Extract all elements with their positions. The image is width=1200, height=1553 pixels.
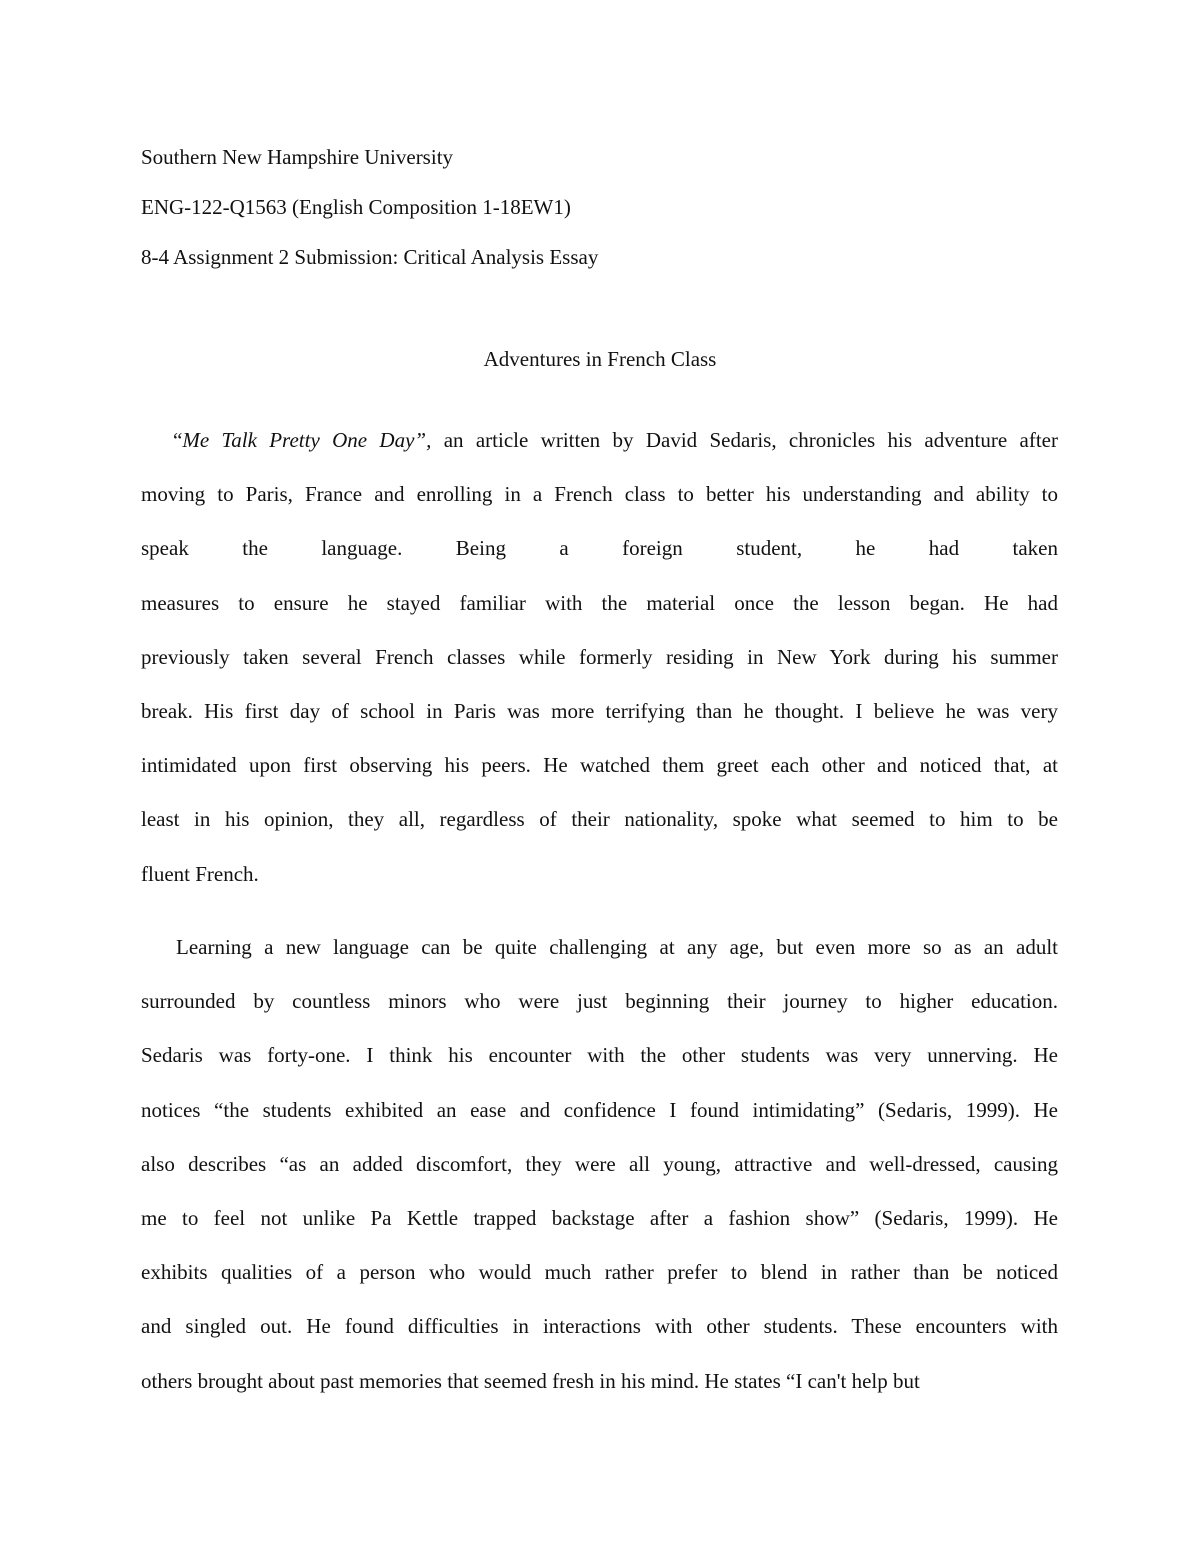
paragraph-line: me to feel not unlike Pa Kettle trapped backstage after a fashion show” (Sedaris, 1999). He <box>141 1206 1058 1231</box>
paragraph-line: least in his opinion, they all, regardless of their nationality, spoke what seemed to him to be <box>141 807 1058 832</box>
paragraph-line: Learning a new language can be quite challenging at any age, but even more so as an adult <box>176 935 1058 959</box>
paragraph-line: surrounded by countless minors who were just beginning their journey to higher education. <box>141 989 1058 1014</box>
paragraph-line: speak the language. Being a foreign student, he had taken <box>141 536 1058 561</box>
course-line: ENG-122-Q1563 (English Composition 1-18EW1) <box>141 195 571 219</box>
assignment-line: 8-4 Assignment 2 Submission: Critical Analysis Essay <box>141 245 599 269</box>
paragraph-line: measures to ensure he stayed familiar with the material once the lesson began. He had <box>141 590 1058 615</box>
paragraph-line: moving to Paris, France and enrolling in a French class to better his understanding and ability to <box>141 482 1058 507</box>
paragraph-line: others brought about past memories that seemed fresh in his mind. He states “I can't help but <box>141 1368 920 1393</box>
paragraph-2 <box>141 920 1058 1408</box>
paragraph-line: break. His first day of school in Paris was more terrifying than he thought. I believe he was very <box>141 699 1058 724</box>
paragraph-line: also describes “as an added discomfort, they were all young, attractive and well-dressed, causing <box>141 1151 1058 1176</box>
article-title-italic: Me Talk Pretty One Day”, <box>182 428 432 452</box>
paragraph-line: previously taken several French classes while formerly residing in New York during his summer <box>141 644 1058 669</box>
paragraph-line: Sedaris was forty-one. I think his encounter with the other students was very unnerving. He <box>141 1043 1058 1068</box>
institution-line: Southern New Hampshire University <box>141 145 454 169</box>
paragraph-line: “Me Talk Pretty One Day”, an article written by David Sedaris, chronicles his adventure after <box>173 428 1058 452</box>
paragraph-line: intimidated upon first observing his peers. He watched them greet each other and noticed that, at <box>141 753 1058 778</box>
paragraph-1 <box>141 413 1058 901</box>
paragraph-line: exhibits qualities of a person who would much rather prefer to blend in rather than be noticed <box>141 1260 1058 1285</box>
paragraph-line: notices “the students exhibited an ease and confidence I found intimidating” (Sedaris, 1999). He <box>141 1097 1058 1122</box>
paragraph-line: and singled out. He found difficulties in interactions with other students. These encounters with <box>141 1314 1058 1339</box>
essay-title: Adventures in French Class <box>483 347 717 371</box>
paragraph-line: fluent French. <box>141 861 259 886</box>
